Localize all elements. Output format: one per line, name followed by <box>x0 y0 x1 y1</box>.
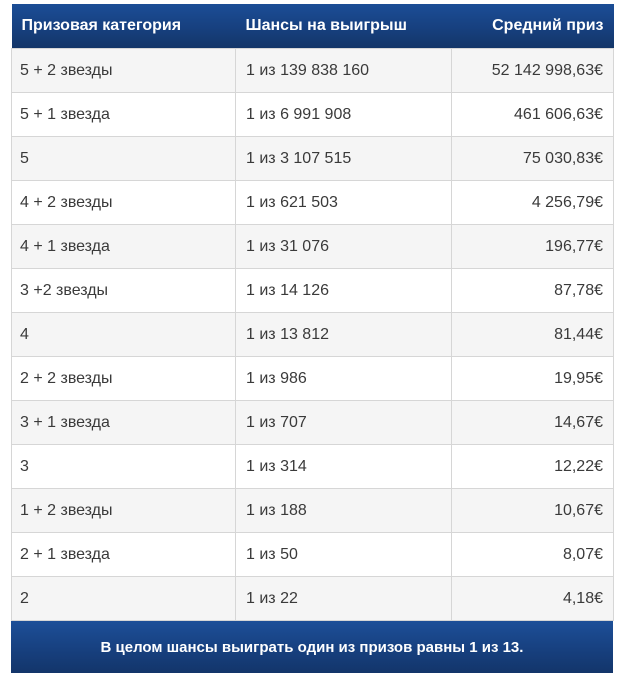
cell-prize: 14,67€ <box>452 401 614 445</box>
table-row <box>12 313 614 357</box>
table-row <box>12 489 614 533</box>
table-row <box>12 49 614 93</box>
cell-prize: 196,77€ <box>452 225 614 269</box>
cell-odds: 1 из 314 <box>236 445 452 489</box>
table-row <box>12 225 614 269</box>
header-average-prize: Средний приз <box>452 4 614 49</box>
header-odds: Шансы на выигрыш <box>236 4 452 49</box>
table-row <box>12 401 614 445</box>
cell-category: 3 <box>12 445 236 489</box>
cell-odds: 1 из 707 <box>236 401 452 445</box>
table-row <box>12 533 614 577</box>
cell-prize: 75 030,83€ <box>452 137 614 181</box>
prize-odds-table-container <box>11 4 613 673</box>
table-row <box>12 269 614 313</box>
cell-prize: 4,18€ <box>452 577 614 621</box>
table-header-row <box>12 4 614 49</box>
cell-prize: 19,95€ <box>452 357 614 401</box>
table-row <box>12 181 614 225</box>
table-row <box>12 93 614 137</box>
cell-category: 2 <box>12 577 236 621</box>
cell-odds: 1 из 139 838 160 <box>236 49 452 93</box>
cell-prize: 8,07€ <box>452 533 614 577</box>
cell-category: 4 + 2 звезды <box>12 181 236 225</box>
cell-odds: 1 из 14 126 <box>236 269 452 313</box>
cell-odds: 1 из 188 <box>236 489 452 533</box>
cell-prize: 87,78€ <box>452 269 614 313</box>
cell-odds: 1 из 50 <box>236 533 452 577</box>
cell-odds: 1 из 31 076 <box>236 225 452 269</box>
cell-category: 3 + 1 звезда <box>12 401 236 445</box>
cell-category: 5 <box>12 137 236 181</box>
cell-category: 1 + 2 звезды <box>12 489 236 533</box>
cell-prize: 52 142 998,63€ <box>452 49 614 93</box>
cell-category: 3 +2 звезды <box>12 269 236 313</box>
table-row <box>12 357 614 401</box>
cell-prize: 4 256,79€ <box>452 181 614 225</box>
cell-prize: 10,67€ <box>452 489 614 533</box>
cell-category: 2 + 2 звезды <box>12 357 236 401</box>
cell-prize: 12,22€ <box>452 445 614 489</box>
cell-category: 4 + 1 звезда <box>12 225 236 269</box>
cell-odds: 1 из 22 <box>236 577 452 621</box>
table-row <box>12 577 614 621</box>
cell-category: 5 + 2 звезды <box>12 49 236 93</box>
prize-odds-table <box>11 4 614 621</box>
cell-category: 4 <box>12 313 236 357</box>
table-row <box>12 137 614 181</box>
cell-odds: 1 из 986 <box>236 357 452 401</box>
cell-odds: 1 из 621 503 <box>236 181 452 225</box>
cell-category: 5 + 1 звезда <box>12 93 236 137</box>
table-row <box>12 445 614 489</box>
cell-odds: 1 из 13 812 <box>236 313 452 357</box>
cell-prize: 461 606,63€ <box>452 93 614 137</box>
cell-odds: 1 из 3 107 515 <box>236 137 452 181</box>
overall-odds-text: В целом шансы выиграть один из призов равны 1 из 13. <box>100 638 524 656</box>
cell-category: 2 + 1 звезда <box>12 533 236 577</box>
header-prize-category: Призовая категория <box>12 4 236 49</box>
overall-odds-footer <box>11 621 613 673</box>
cell-odds: 1 из 6 991 908 <box>236 93 452 137</box>
cell-prize: 81,44€ <box>452 313 614 357</box>
